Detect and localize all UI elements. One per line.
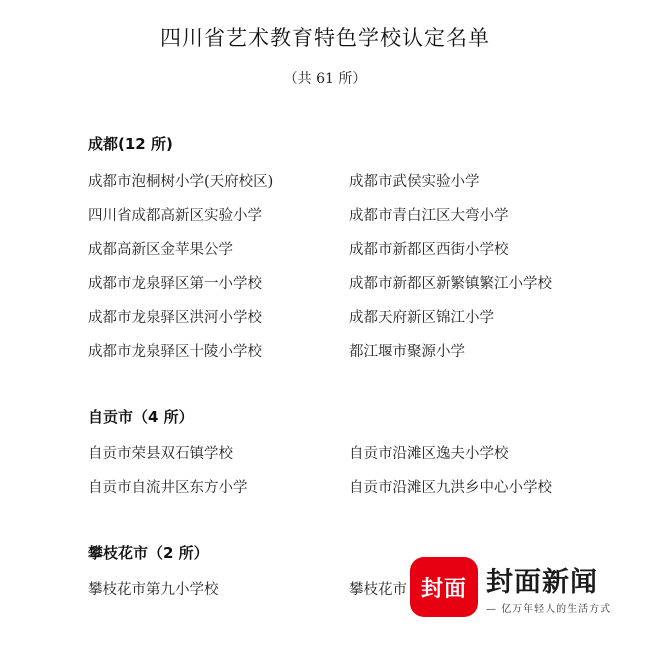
list-item: 自贡市荣县双石镇学校 [88,446,233,462]
list-item: 四川省成都高新区实验小学 [88,208,262,224]
watermark-brand-name: 封面新闻 [486,567,598,598]
document-subtitle: （共 61 所） [283,71,367,87]
list-item: 成都市泡桐树小学(天府校区) [88,174,274,190]
watermark-logo-badge: 封面 [410,557,478,617]
list-item: 自贡市沿滩区九洪乡中心小学校 [349,480,552,496]
document-title: 四川省艺术教育特色学校认定名单 [160,26,490,50]
list-item: 自贡市沿滩区逸夫小学校 [349,446,509,462]
list-item: 成都市青白江区大弯小学 [349,208,509,224]
list-item: 自贡市自流井区东方小学 [88,480,248,496]
list-item: 成都市龙泉驿区十陵小学校 [88,344,262,360]
list-item: 成都市武侯实验小学 [349,174,480,190]
list-item: 成都天府新区锦江小学 [349,310,494,326]
section-heading-chengdu: 成都(12 所) [88,135,173,153]
watermark-slogan: — 亿万年轻人的生活方式 [486,600,611,615]
section-heading-panzhihua: 攀枝花市（2 所） [88,544,209,562]
list-item: 成都市新都区新繁镇繁江小学校 [349,276,552,292]
list-item: 都江堰市聚源小学 [349,344,465,360]
list-item: 成都高新区金苹果公学 [88,242,233,258]
list-item: 成都市新都区西街小学校 [349,242,509,258]
list-item: 攀枝花市第九小学校 [88,582,219,598]
section-heading-zigong: 自贡市（4 所） [88,408,194,426]
list-item: 攀枝花市 [349,582,407,598]
list-item: 成都市龙泉驿区第一小学校 [88,276,262,292]
list-item: 成都市龙泉驿区洪河小学校 [88,310,262,326]
